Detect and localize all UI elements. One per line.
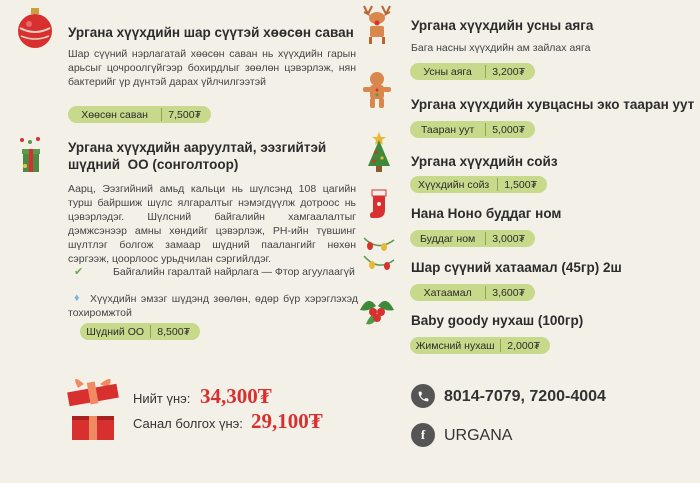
price-label: Хөөсөн саван	[81, 108, 148, 121]
price-value: 3,000₮	[492, 232, 525, 245]
price-tag	[410, 176, 547, 193]
price-tag	[410, 230, 535, 247]
gift-icon	[64, 370, 122, 442]
product-title: Ургана хүүхдийн ааруултай, ээзгийтэй	[68, 140, 327, 155]
bullet-item	[68, 265, 358, 279]
price-value: 2,000₮	[507, 339, 540, 352]
price-tag	[410, 121, 535, 138]
gingerbread-icon	[360, 70, 394, 110]
phone-number[interactable]: 8014-7079, 7200-4004	[444, 388, 606, 405]
price-tag	[410, 284, 535, 301]
holly-icon	[356, 290, 398, 330]
price-value: 1,500₮	[504, 178, 537, 191]
price-tag	[80, 323, 200, 340]
bullet-text: Хүүхдийн эмзэг шүдэнд зөөлөн, өдөр бүр хэрэглэхэд тохиромжтой	[68, 293, 358, 319]
christmas-tree-icon	[364, 130, 394, 174]
product-title: Ургана хүүхдийн хувцасны эко тааран уут	[411, 97, 695, 112]
facebook-name[interactable]: URGANA	[444, 427, 513, 444]
ornament-icon	[15, 6, 55, 50]
product-title: Baby goody нухаш (100гр)	[411, 313, 584, 328]
facebook-icon: f	[411, 423, 435, 447]
price-tag	[410, 63, 535, 80]
product-title-line2: шүдний ОО (сонголтоор)	[68, 157, 239, 172]
stocking-icon	[368, 188, 392, 220]
product-title: Ургана хүүхдийн усны аяга	[411, 18, 594, 33]
total-value: 34,300₮	[200, 384, 272, 408]
price-label: Жимсний нухаш	[415, 339, 495, 352]
product-description: Шар сүүний нэрлагатай хөөсөн саван нь хүүхдийн гарын арьсыг цочроолгүйгээр бохирдлыг зөөлөн цэвэрлэж, нян бактерийг үр дүнтэй дарах үйлчилгээтэй	[68, 48, 356, 88]
product-description: Аарц, Ээзгийний амьд кальци нь шүлсэнд 108 цагийн турш байршиж шүлс ялгаралтыг нэмэгдүүлж дотроос нь цэвэрлэдэг. Шүлсний байгалийн хамгаалалтыг дэмжсэнээр амны хөндийг цэвэрлэж, PH-ийн түвшинг шүлтлэг болгож замаар шүдний паалангийг нөхөн сэргээж, цоорлоос урьдчилан сэргийлдэг.	[68, 183, 356, 265]
price-value: 8,500₮	[157, 325, 190, 338]
price-label: Хүүхдийн сойз	[418, 178, 490, 191]
gift-box-icon	[16, 136, 46, 176]
product-title: Шар сүүний хатаамал (45гр) 2ш	[411, 260, 622, 275]
tooth-icon: ♦	[74, 292, 80, 304]
price-label: Хатаамал	[423, 286, 472, 299]
price-label: Буддаг ном	[420, 232, 476, 245]
price-value: 3,200₮	[492, 65, 525, 78]
product-title: Ургана хүүхдийн шар сүүтэй хөөсөн саван	[68, 25, 354, 40]
price-value: 5,000₮	[492, 123, 525, 136]
phone-icon	[411, 384, 435, 408]
reindeer-icon	[356, 2, 398, 46]
leaf-icon: ✔	[74, 266, 84, 278]
product-title: Нана Ноно буддаг ном	[411, 206, 562, 221]
total-label: Нийт үнэ:	[133, 391, 191, 406]
offer-value: 29,100₮	[251, 409, 323, 433]
product-subtitle: Бага насны хүүхдийн ам зайлах аяга	[411, 42, 591, 54]
price-label: Усны аяга	[423, 65, 472, 78]
price-value: 3,600₮	[492, 286, 525, 299]
bullet-item	[68, 292, 358, 320]
bullet-text: Байгалийн гаралтай найрлага — Фтор агуулаагүй	[113, 266, 355, 278]
offer-label: Санал болгох үнэ:	[133, 416, 243, 431]
price-label: Тааран уут	[420, 123, 475, 136]
lights-icon	[360, 232, 398, 274]
price-label: Шүдний ОО	[86, 325, 145, 338]
price-tag	[68, 106, 211, 123]
price-value: 7,500₮	[168, 108, 201, 121]
price-tag	[410, 337, 550, 354]
product-title: Ургана хүүхдийн сойз	[411, 154, 558, 169]
